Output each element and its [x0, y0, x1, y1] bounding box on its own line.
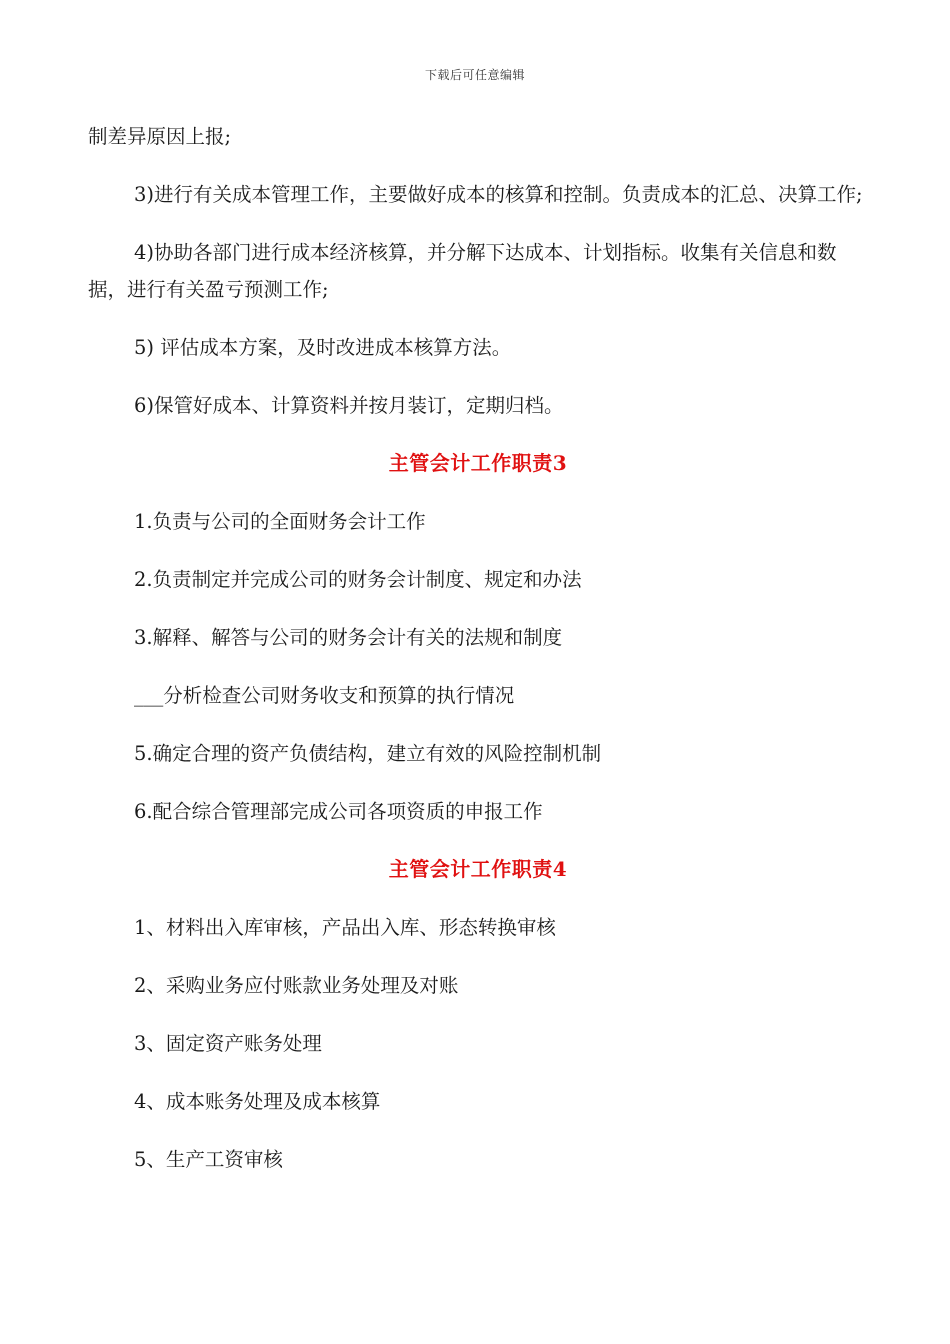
page-header: 下载后可任意编辑 — [424, 68, 525, 82]
document-body — [88, 118, 868, 1199]
list-item: 5.确定合理的资产负债结构，建立有效的风险控制机制 — [134, 742, 602, 765]
list-item: 3、固定资产账务处理 — [134, 1032, 322, 1055]
paragraph-item-6: 6)保管好成本、计算资料并按月装订，定期归档。 — [134, 394, 564, 417]
paragraph-continued: 制差异原因上报; — [88, 125, 232, 148]
list-item: 1.负责与公司的全面财务会计工作 — [134, 510, 426, 533]
section-heading-3: 主管会计工作职责3 — [388, 451, 568, 475]
list-item: 2、采购业务应付账款业务处理及对账 — [134, 974, 459, 997]
list-item: 4、成本账务处理及成本核算 — [134, 1090, 381, 1113]
section-heading-4: 主管会计工作职责4 — [388, 857, 568, 881]
paragraph-item-5: 5) 评估成本方案，及时改进成本核算方法。 — [134, 336, 512, 359]
list-item: 5、生产工资审核 — [134, 1148, 283, 1171]
list-item: 6.配合综合管理部完成公司各项资质的申报工作 — [134, 800, 543, 823]
paragraph-item-3: 3)进行有关成本管理工作，主要做好成本的核算和控制。负责成本的汇总、决算工作; — [134, 183, 863, 206]
list-item: ___分析检查公司财务收支和预算的执行情况 — [134, 684, 515, 707]
list-item: 2.负责制定并完成公司的财务会计制度、规定和办法 — [134, 568, 582, 591]
paragraph-item-4: 4)协助各部门进行成本经济核算，并分解下达成本、计划指标。收集有关信息和数据，进行有关盈亏预测工作; — [88, 241, 837, 301]
list-item: 1、材料出入库审核，产品出入库、形态转换审核 — [134, 916, 556, 939]
list-item: 3.解释、解答与公司的财务会计有关的法规和制度 — [134, 626, 563, 649]
